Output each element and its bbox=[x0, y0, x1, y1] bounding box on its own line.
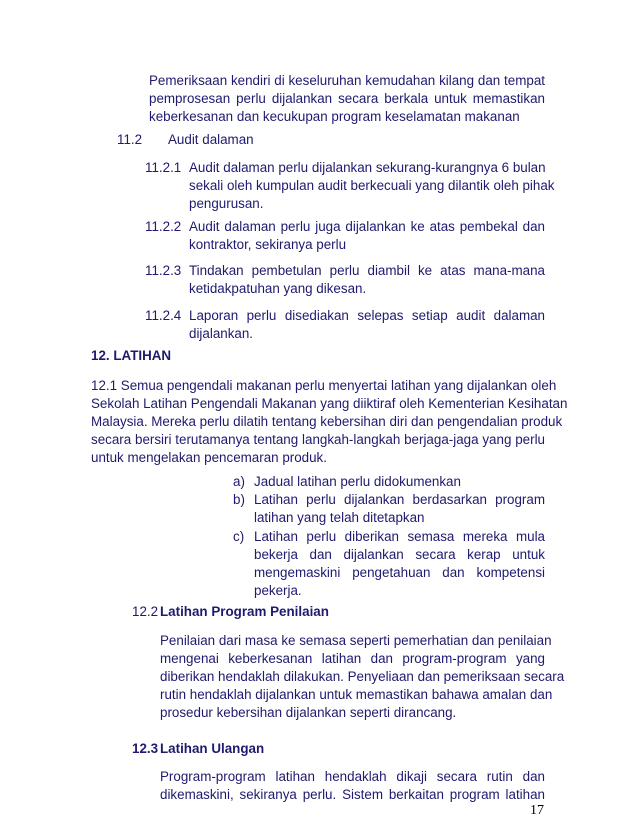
section-12-1-line: Malaysia. Mereka perlu dilatih tentang kebersihan diri dan pengendalian produk bbox=[91, 414, 563, 429]
section-12-1-line: Sekolah Latihan Pengendali Makanan yang diiktiraf oleh Kementerian Kesihatan bbox=[91, 396, 568, 411]
section-12-heading: 12. LATIHAN bbox=[91, 348, 172, 363]
section-11-2-2-line: kontraktor, sekiranya perlu bbox=[189, 237, 347, 252]
section-11-2-1-line: Audit dalaman perlu dijalankan sekurang-kurangnya 6 bulan bbox=[189, 160, 546, 175]
section-12-2-line: diberikan hendaklah dilakukan. Penyeliaan dan pemeriksaan secara bbox=[160, 669, 565, 684]
section-11-2-1-line: sekali oleh kumpulan audit berkecuali yang dilantik oleh pihak bbox=[189, 178, 555, 193]
list-marker: c) bbox=[233, 529, 245, 544]
intro-line: pemprosesan perlu dijalankan secara berkala untuk memastikan bbox=[149, 91, 545, 106]
section-12-2-title: Latihan Program Penilaian bbox=[160, 604, 329, 619]
page-number: 17 bbox=[530, 803, 544, 818]
section-12-2-number: 12.2 bbox=[132, 604, 159, 619]
section-12-1-line: untuk mengelakan pencemaran produk. bbox=[91, 450, 327, 465]
section-11-2-number: 11.2 bbox=[117, 132, 143, 147]
section-11-2-title: Audit dalaman bbox=[168, 132, 254, 147]
section-11-2-1-line: pengurusan. bbox=[189, 196, 264, 211]
section-11-2-3-line: ketidakpatuhan yang dikesan. bbox=[189, 281, 367, 296]
section-11-2-4-line: Laporan perlu disediakan selepas setiap audit dalaman bbox=[189, 308, 545, 323]
intro-line: keberkesanan dan kecukupan program keselamatan makanan bbox=[149, 109, 520, 124]
section-12-3-line: dikemaskini, sekiranya perlu. Sistem berkaitan program latihan bbox=[160, 787, 545, 802]
section-12-3-number: 12.3 bbox=[132, 741, 159, 756]
section-12-2-line: prosedur kebersihan dijalankan seperti dirancang. bbox=[160, 705, 457, 720]
section-11-2-1-number: 11.2.1 bbox=[145, 160, 182, 175]
list-item-line: latihan yang telah ditetapkan bbox=[254, 510, 425, 525]
section-12-1-line: 12.1 Semua pengendali makanan perlu menyertai latihan yang dijalankan oleh bbox=[91, 378, 557, 393]
list-item-line: mengemaskini pengetahuan dan kompetensi bbox=[254, 565, 545, 580]
list-item-line: pekerja. bbox=[254, 583, 302, 598]
section-11-2-2-line: Audit dalaman perlu juga dijalankan ke atas pembekal dan bbox=[189, 219, 545, 234]
section-12-2-line: rutin hendaklah dijalankan untuk memastikan bahawa amalan dan bbox=[160, 687, 553, 702]
section-11-2-4-line: dijalankan. bbox=[189, 326, 254, 341]
section-12-2-line: Penilaian dari masa ke semasa seperti pemerhatian dan penilaian bbox=[160, 633, 552, 648]
list-item-line: Jadual latihan perlu didokumenkan bbox=[254, 474, 461, 489]
list-marker: b) bbox=[233, 492, 245, 507]
list-item-line: bekerja dan dijalankan secara kerap untuk bbox=[254, 547, 545, 562]
list-item-line: Latihan perlu diberikan semasa mereka mula bbox=[254, 529, 545, 544]
intro-line: Pemeriksaan kendiri di keseluruhan kemudahan kilang dan tempat bbox=[149, 73, 545, 88]
list-marker: a) bbox=[233, 474, 245, 489]
section-11-2-4-number: 11.2.4 bbox=[145, 308, 182, 323]
section-11-2-2-number: 11.2.2 bbox=[145, 219, 182, 234]
section-11-2-3-line: Tindakan pembetulan perlu diambil ke atas mana-mana bbox=[189, 263, 545, 278]
list-item-line: Latihan perlu dijalankan berdasarkan program bbox=[254, 492, 545, 507]
section-12-1-line: secara bersiri terutamanya tentang langkah-langkah berjaga-jaga yang perlu bbox=[91, 432, 545, 447]
section-12-2-line: mengenai keberkesanan latihan dan program-program yang bbox=[160, 651, 545, 666]
section-12-3-title: Latihan Ulangan bbox=[160, 741, 265, 756]
section-12-3-line: Program-program latihan hendaklah dikaji secara rutin dan bbox=[160, 769, 545, 784]
section-11-2-3-number: 11.2.3 bbox=[145, 263, 182, 278]
